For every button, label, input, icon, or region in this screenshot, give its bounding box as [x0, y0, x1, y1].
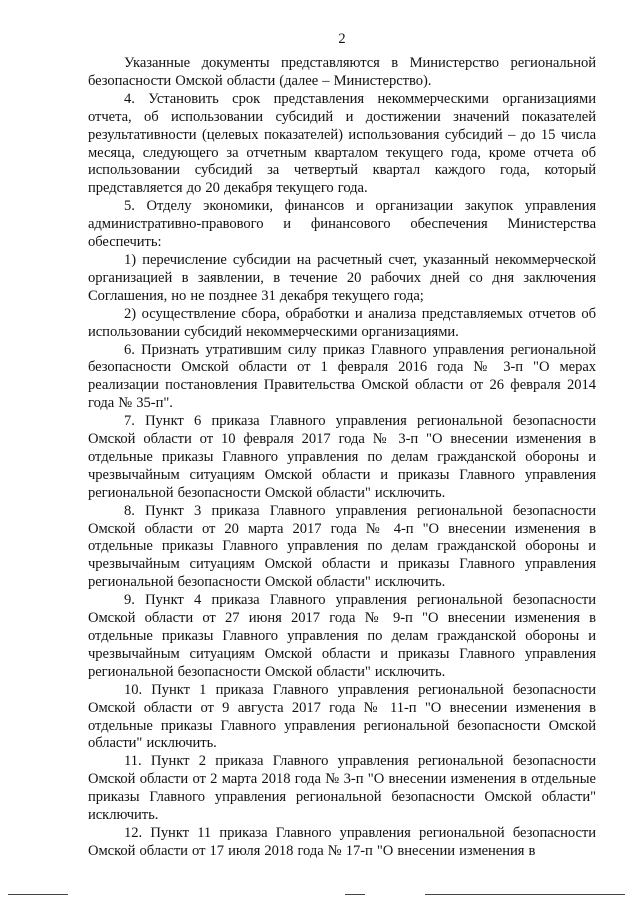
page-number: 2 — [338, 31, 346, 47]
paragraph-item-12: 12. Пункт 11 приказа Главного управления региональной безопасности Омской области от 17 июля 2018 года № 17-п "О внесении изменения в — [88, 824, 596, 859]
paragraph-item-9: 9. Пункт 4 приказа Главного управления региональной безопасности Омской области от 27 июня 2017 года № 9-п "О внесении изменения в отдельные приказы Главного управления по делам гражданской обороны и чрезвычайным ситуациям Омской области и приказы Главного управления региональной безопасности Омской области" исключить. — [88, 592, 596, 680]
paragraph-item-6: 6. Признать утратившим силу приказ Главного управления региональной безопасности Омской области от 1 февраля 2016 года № 3-п "О мерах реализации постановления Правительства Омской области от 26 февраля 2014 года № 35-п". — [88, 341, 596, 412]
scan-mark-center — [345, 894, 365, 895]
document-page — [88, 30, 596, 861]
paragraph-item-5: 5. Отделу экономики, финансов и организации закупок управления административно-правового и финансового обеспечения Министерства обеспечить: — [88, 198, 596, 251]
paragraph-item-7: 7. Пункт 6 приказа Главного управления региональной безопасности Омской области от 10 февраля 2017 года № 3-п "О внесении изменения в отдельные приказы Главного управления по делам гражданской обороны и чрезвычайным ситуациям Омской области и приказы Главного управления региональной безопасности Омской области" исключить. — [88, 413, 596, 501]
paragraph-item-4: 4. Установить срок представления некоммерческими организациями отчета, об использовании субсидий и достижении значений показателей результативности (целевых показателей) использования субсидий – до 15 числа месяца, следующего за отчетным кварталом текущего года, кроме отчета об использовании субсидий за четвертый квартал каждого года, который представляется до 20 декабря текущего года. — [88, 90, 596, 197]
paragraph-subitem-2: 2) осуществление сбора, обработки и анализа представляемых отчетов об использовании субсидий некоммерческими организациями. — [88, 305, 596, 340]
paragraph-item-11: 11. Пункт 2 приказа Главного управления региональной безопасности Омской области от 2 марта 2018 года № 3-п "О внесении изменения в отдельные приказы Главного управления региональной безопасности Омской области" исключить. — [88, 753, 596, 824]
paragraph-item-10: 10. Пункт 1 приказа Главного управления региональной безопасности Омской области от 9 августа 2017 года № 11-п "О внесении изменения в отдельные приказы Главного управления региональной безопасности Омской области" исключить. — [88, 681, 596, 752]
scan-mark-left — [8, 894, 68, 895]
paragraph-documents-submission: Указанные документы представляются в Министерство региональной безопасности Омской области (далее – Министерство). — [88, 55, 596, 89]
scan-edge-marks — [0, 893, 640, 897]
paragraph-item-8: 8. Пункт 3 приказа Главного управления региональной безопасности Омской области от 20 марта 2017 года № 4-п "О внесении изменения в отдельные приказы Главного управления по делам гражданской обороны и чрезвычайным ситуациям Омской области и приказы Главного управления региональной безопасности Омской области" исключить. — [88, 502, 596, 591]
paragraph-subitem-1: 1) перечисление субсидии на расчетный счет, указанный некоммерческой организацией в заявлении, в течение 20 рабочих дней со дня заключения Соглашения, но не позднее 31 декабря текущего года; — [88, 251, 596, 304]
scan-mark-right — [425, 894, 625, 895]
